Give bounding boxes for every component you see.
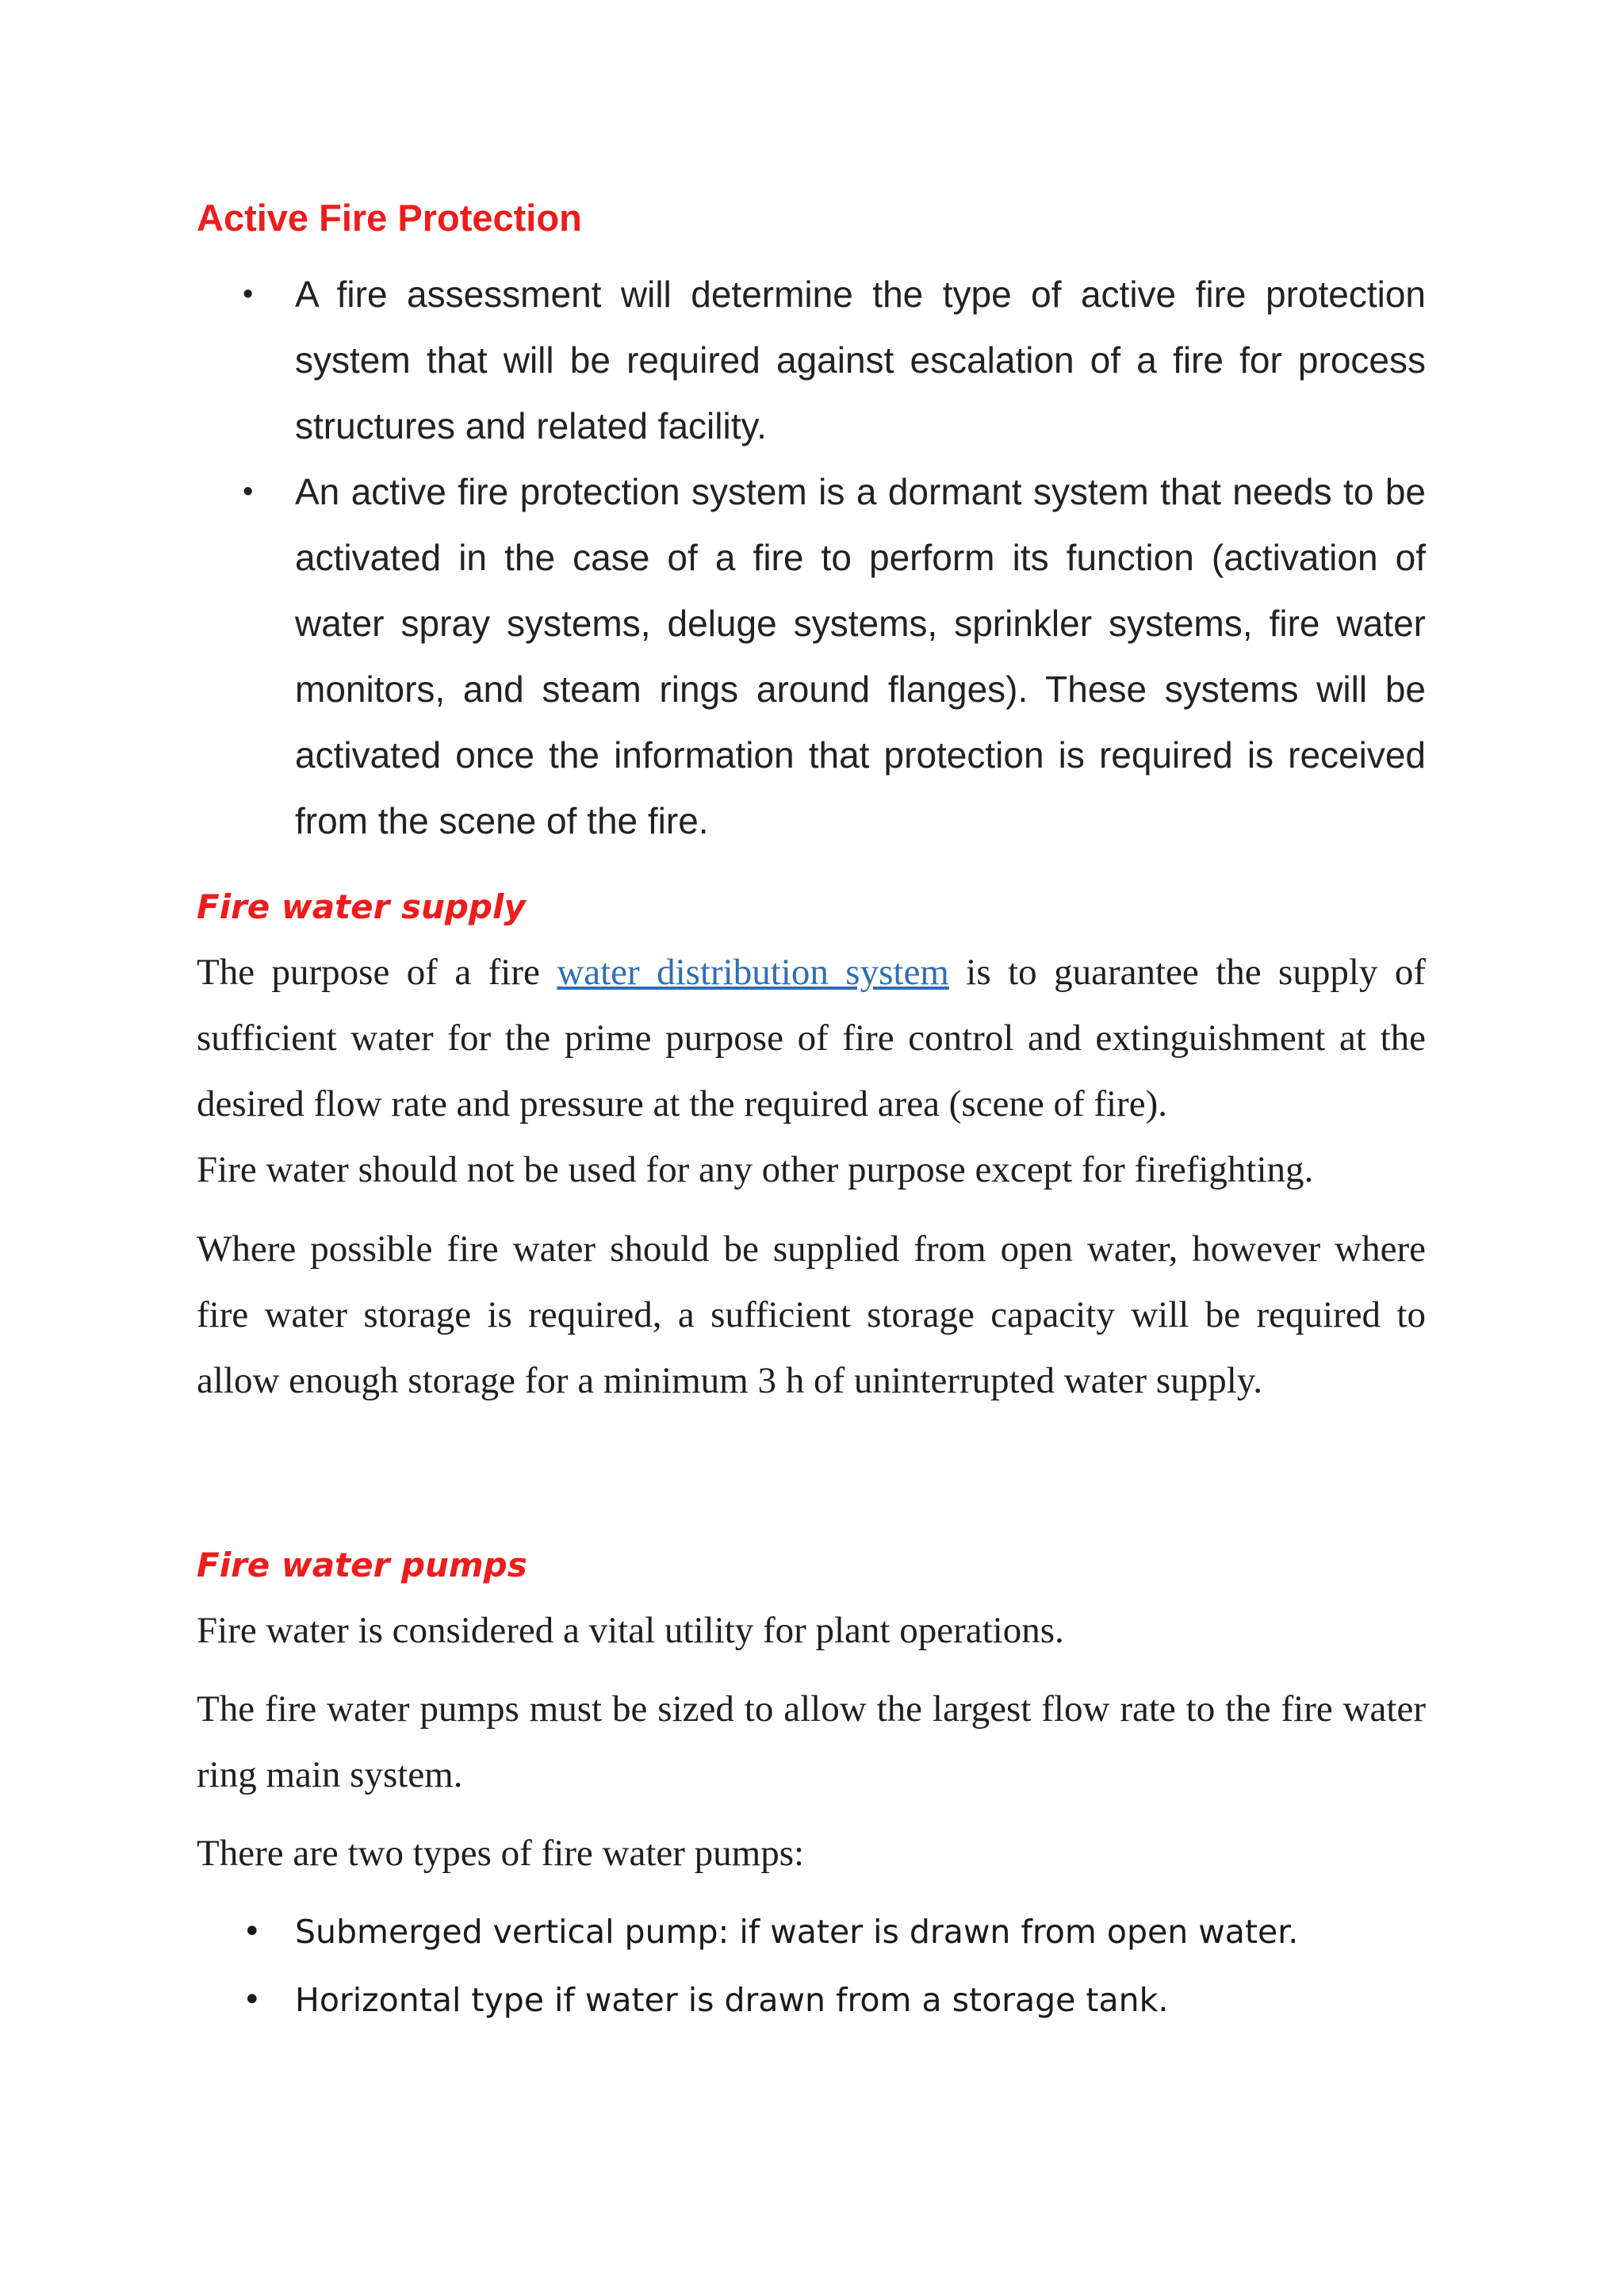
list-item-text: A fire assessment will determine the type of active fire protection system that will be required against escalation of a fire for process structures and related facility. (295, 274, 1426, 446)
water-distribution-system-link[interactable]: water distribution system (557, 952, 949, 993)
bullet-icon: • (243, 278, 254, 311)
list-item (197, 1898, 1426, 1966)
section-title-fire-water-supply: Fire water supply (197, 887, 526, 926)
list-item-text: An active fire protection system is a dormant system that needs to be activated in the case of a fire to perform its function (activation of water spray systems, deluge systems, sprinkler systems, fire water monitors, and steam rings around flanges). These systems will be activated once the information that protection is required is received from the scene of the fire. (295, 471, 1426, 841)
list-item (197, 1966, 1426, 2034)
list-item-text: Horizontal type if water is drawn from a storage tank. (295, 1981, 1169, 2019)
list-item (197, 262, 1426, 459)
fire-water-pump-types-list (197, 1898, 1426, 2034)
fire-water-supply-paragraph-1 (197, 940, 1426, 1137)
fire-water-pumps-paragraph-3: There are two types of fire water pumps: (197, 1833, 805, 1874)
bullet-icon: • (243, 1914, 262, 1950)
fire-water-supply-paragraph-2: Fire water should not be used for any other purpose except for firefighting. (197, 1149, 1314, 1190)
fire-water-pumps-paragraph-1: Fire water is considered a vital utility for plant operations. (197, 1610, 1064, 1651)
list-item (197, 459, 1426, 854)
section-title-active-fire-protection: Active Fire Protection (197, 197, 582, 239)
fire-water-pumps-paragraph-2: The fire water pumps must be sized to allow the largest flow rate to the fire water ring main system. (197, 1688, 1426, 1795)
list-item-text: Submerged vertical pump: if water is drawn from open water. (295, 1913, 1299, 1951)
active-fire-protection-list (197, 262, 1426, 854)
section-title-fire-water-pumps: Fire water pumps (197, 1546, 527, 1584)
page-content (197, 184, 1426, 2034)
bullet-icon: • (243, 475, 254, 508)
paragraph-text: The purpose of a fire (197, 952, 557, 993)
bullet-icon: • (243, 1982, 262, 2018)
fire-water-supply-paragraph-3: Where possible fire water should be supplied from open water, however where fire water storage is required, a sufficient storage capacity will be required to allow enough storage for a minimum 3 h of uninterrupted water supply. (197, 1228, 1426, 1401)
paragraph-text: is to guarantee the supply of sufficient water for the prime purpose of fire control and extinguishment at the desired flow rate and pressure at the required area (scene of fire). (197, 952, 1426, 1125)
